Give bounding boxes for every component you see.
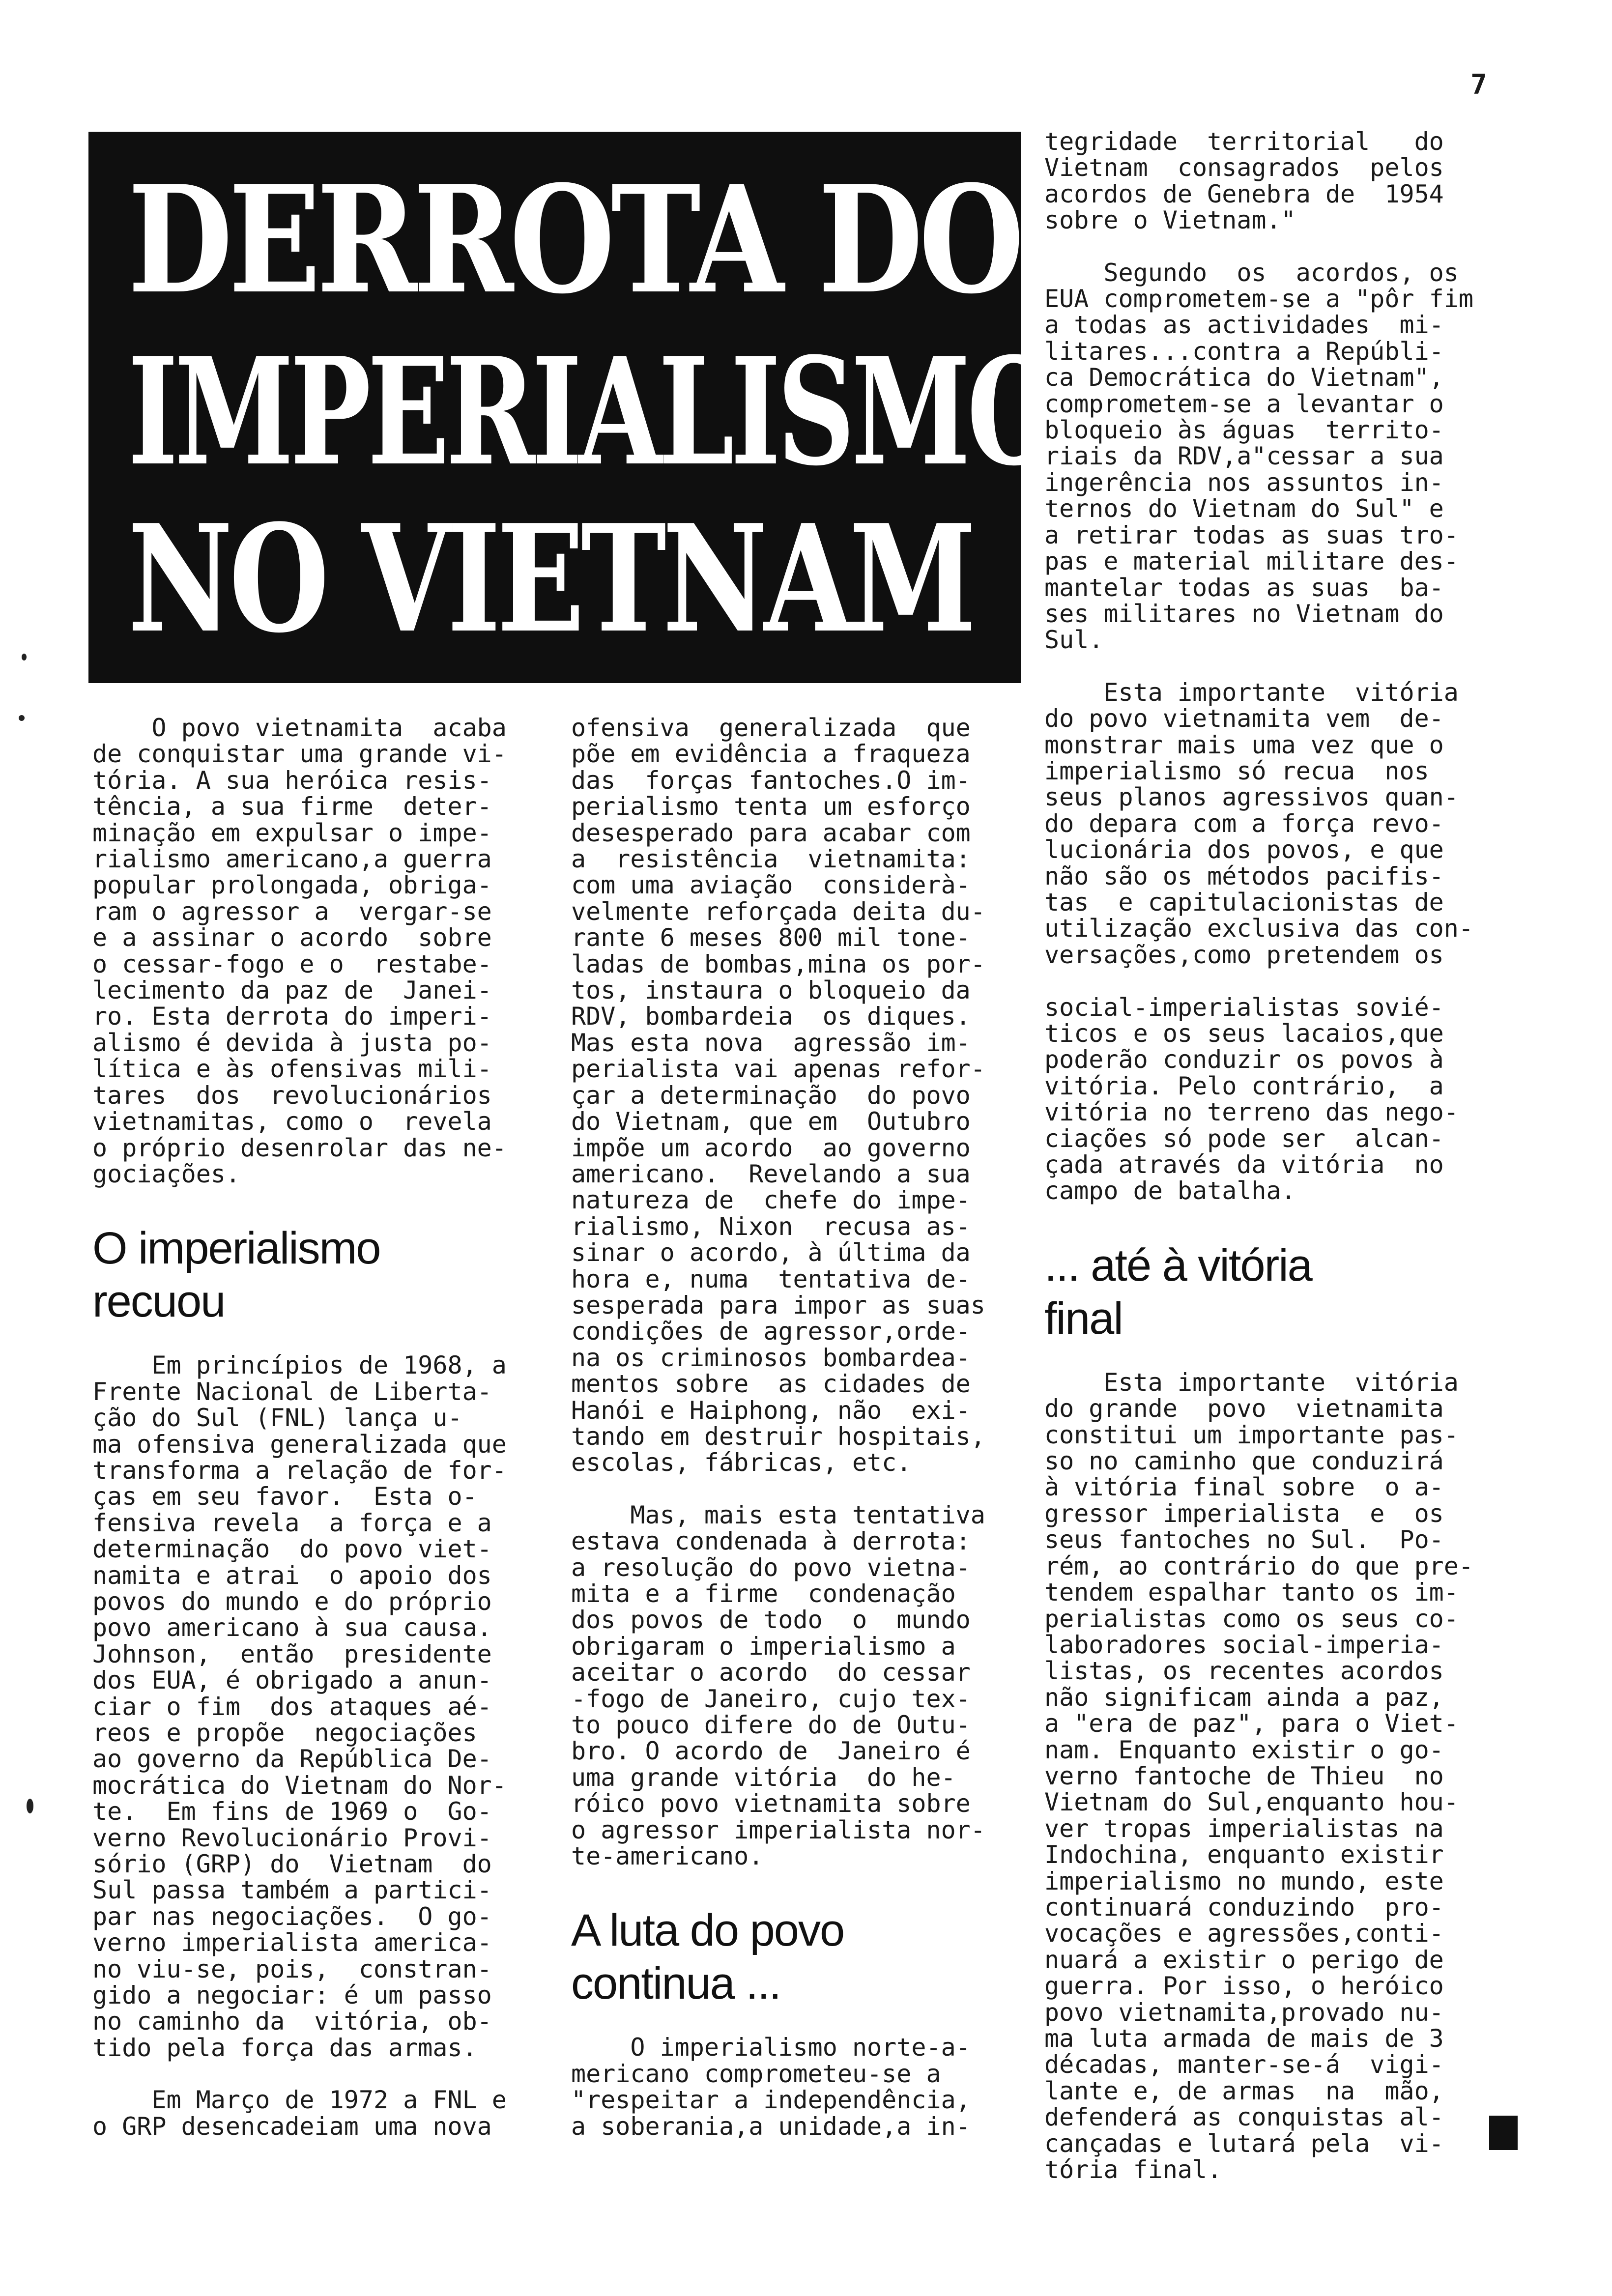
column-3 <box>1044 129 1516 2183</box>
subheading-imperialismo-recuou: O imperialismo recuou <box>92 1223 380 1327</box>
col3-paragraph-3: Esta importante vitória do povo vietnamita vem de- monstrar mais uma vez que o imperialismo só recua nos seus planos agressivos quan- do depara com a força revo- lucionária dos povos, e que não são os métodos pacifis- tas e capitulacionistas de utilização exclusiva das con- versações,como pretendem os social-imperialistas sovié- ticos e os seus lacaios,que poderão conduzir os povos à vitória. Pelo contrário, a vitória no terreno das nego- ciações só pode ser alcan- çada através da vitória no campo de batalha. <box>1044 678 1473 1205</box>
col2-paragraph-3: O imperialismo norte-a- mericano comprometeu-se a "respeitar a independência, a soberania,a unidade,a in- <box>571 2033 971 2141</box>
scan-speck <box>22 654 27 660</box>
headline-line-2: IMPERIALISMO <box>128 325 1057 498</box>
col2-paragraph-1: ofensiva generalizada que põe em evidência a fraqueza das forças fantoches.O im- perialismo tenta um esforço desesperado para acabar com a resistência vietnamita: com uma aviação considerà- velmente reforçada deita du- rante 6 meses 800 mil tone- ladas de bombas,mina os por- tos, instaura o bloqueio da RDV, bombardeia os diques. Mas esta nova agressão im- perialista vai apenas refor- çar a determinação do povo do Vietnam, que em Outubro impõe um acordo ao governo americano. Revelando a sua natureza de chefe do impe- rialismo, Nixon recusa as- sinar o acordo, à última da hora e, numa tentativa de- sesperada para impor as suas condições de agressor,orde- na os criminosos bombardea- mentos sobre as cidades de Hanói e Haiphong, não exi- tando em destruir hospitais, escolas, fábricas, etc. <box>571 714 985 1477</box>
page-number: 7 <box>1470 69 1487 101</box>
headline-banner <box>88 132 1057 683</box>
headline-line-1: DERROTA DO <box>128 153 1020 326</box>
col3-paragraph-4: Esta importante vitória do grande povo vietnamita constitui um importante pas- so no caminho que conduzirá à vitória final sobre o a- gressor imperialista e os seus fantoches no Sul. Po- rém, ao contrário do que pre- tendem espalhar tanto os im- perialistas como os seus co- laboradores social-imperia- listas, os recentes acordos não significam ainda a paz, a "era de paz", para o Viet- nam. Enquanto existir o go- verno fantoche de Thieu no Vietnam do Sul,enquanto hou- ver tropas imperialistas na Indochina, enquanto existir imperialismo no mundo, este continuará conduzindo pro- vocações e agressões,conti- nuará a existir o perigo de guerra. Por isso, o heróico povo vietnamita,provado nu- ma luta armada de mais de 3 décadas, manter-se-á vigi- lante e, de armas na mão, defenderá as conquistas al- cançadas e lutará pela vi- tória final. <box>1044 1368 1473 2184</box>
scan-speck <box>27 1799 33 1813</box>
col2-paragraph-2: Mas, mais esta tentativa estava condenada à derrota: a resolução do povo vietna- mita e a firme condenação dos povos de todo o mundo obrigaram o imperialismo a aceitar o acordo do cessar -fogo de Janeiro, cujo tex- to pouco difere do de Outu- bro. O acordo de Janeiro é uma grande vitória do he- róico povo vietnamita sobre o agressor imperialista nor- te-americano. <box>571 1500 985 1871</box>
column-1 <box>92 715 564 2140</box>
subheading-luta-continua: A luta do povo continua ... <box>571 1905 844 2009</box>
col3-paragraph-1: tegridade territorial do Vietnam consagrados pelos acordos de Genebra de 1954 sobre o Vietnam." <box>1044 127 1444 235</box>
column-2 <box>571 715 1043 2140</box>
col1-paragraph-2: Em princípios de 1968, a Frente Nacional de Liberta- ção do Sul (FNL) lança u- ma ofensiva generalizada que transforma a relação de for- ças em seu favor. Esta o- fensiva revela a força e a determinação do povo viet- namita e atrai o apoio dos povos do mundo e do próprio povo americano à sua causa. Johnson, então presidente dos EUA, é obrigado a anun- ciar o fim dos ataques aé- reos e propõe negociações ao governo da República De- mocrática do Vietnam do Nor- te. Em fins de 1969 o Go- verno Revolucionário Provi- sório (GRP) do Vietnam do Sul passa também a partici- par nas negociações. O go- verno imperialista america- no viu-se, pois, constran- gido a negociar: é um passo no caminho da vitória, ob- tido pela força das armas. <box>92 1351 507 2062</box>
headline-line-3: NO VIETNAM <box>128 492 973 665</box>
col1-paragraph-1: O povo vietnamita acaba de conquistar uma grande vi- tória. A sua heróica resis- tência, a sua firme deter- minação em expulsar o impe- rialismo americano,a guerra popular prolongada, obriga- ram o agressor a vergar-se e a assinar o acordo sobre o cessar-fogo e o restabe- lecimento da paz de Janei- ro. Esta derrota do imperi- alismo é devida à justa po- lítica e às ofensivas mili- tares dos revolucionários vietnamitas, como o revela o próprio desenrolar das ne- gociações. <box>92 714 507 1188</box>
scan-speck <box>19 715 25 721</box>
end-of-article-mark <box>1489 2116 1518 2150</box>
col1-paragraph-3: Em Março de 1972 a FNL e o GRP desencadeiam uma nova <box>92 2086 507 2141</box>
col3-paragraph-2: Segundo os acordos, os EUA comprometem-se a "pôr fim a todas as actividades mi- litares...contra a Repúbli- ca Democrática do Vietnam", comprometem-se a levantar o bloqueio às águas territo- riais da RDV,a"cessar a sua ingerência nos assuntos in- ternos do Vietnam do Sul" e a retirar todas as suas tro- pas e material militare des- mantelar todas as suas ba- ses militares no Vietnam do Sul. <box>1044 258 1473 655</box>
subheading-ate-vitoria-final: ... até à vitória final <box>1044 1240 1312 1344</box>
